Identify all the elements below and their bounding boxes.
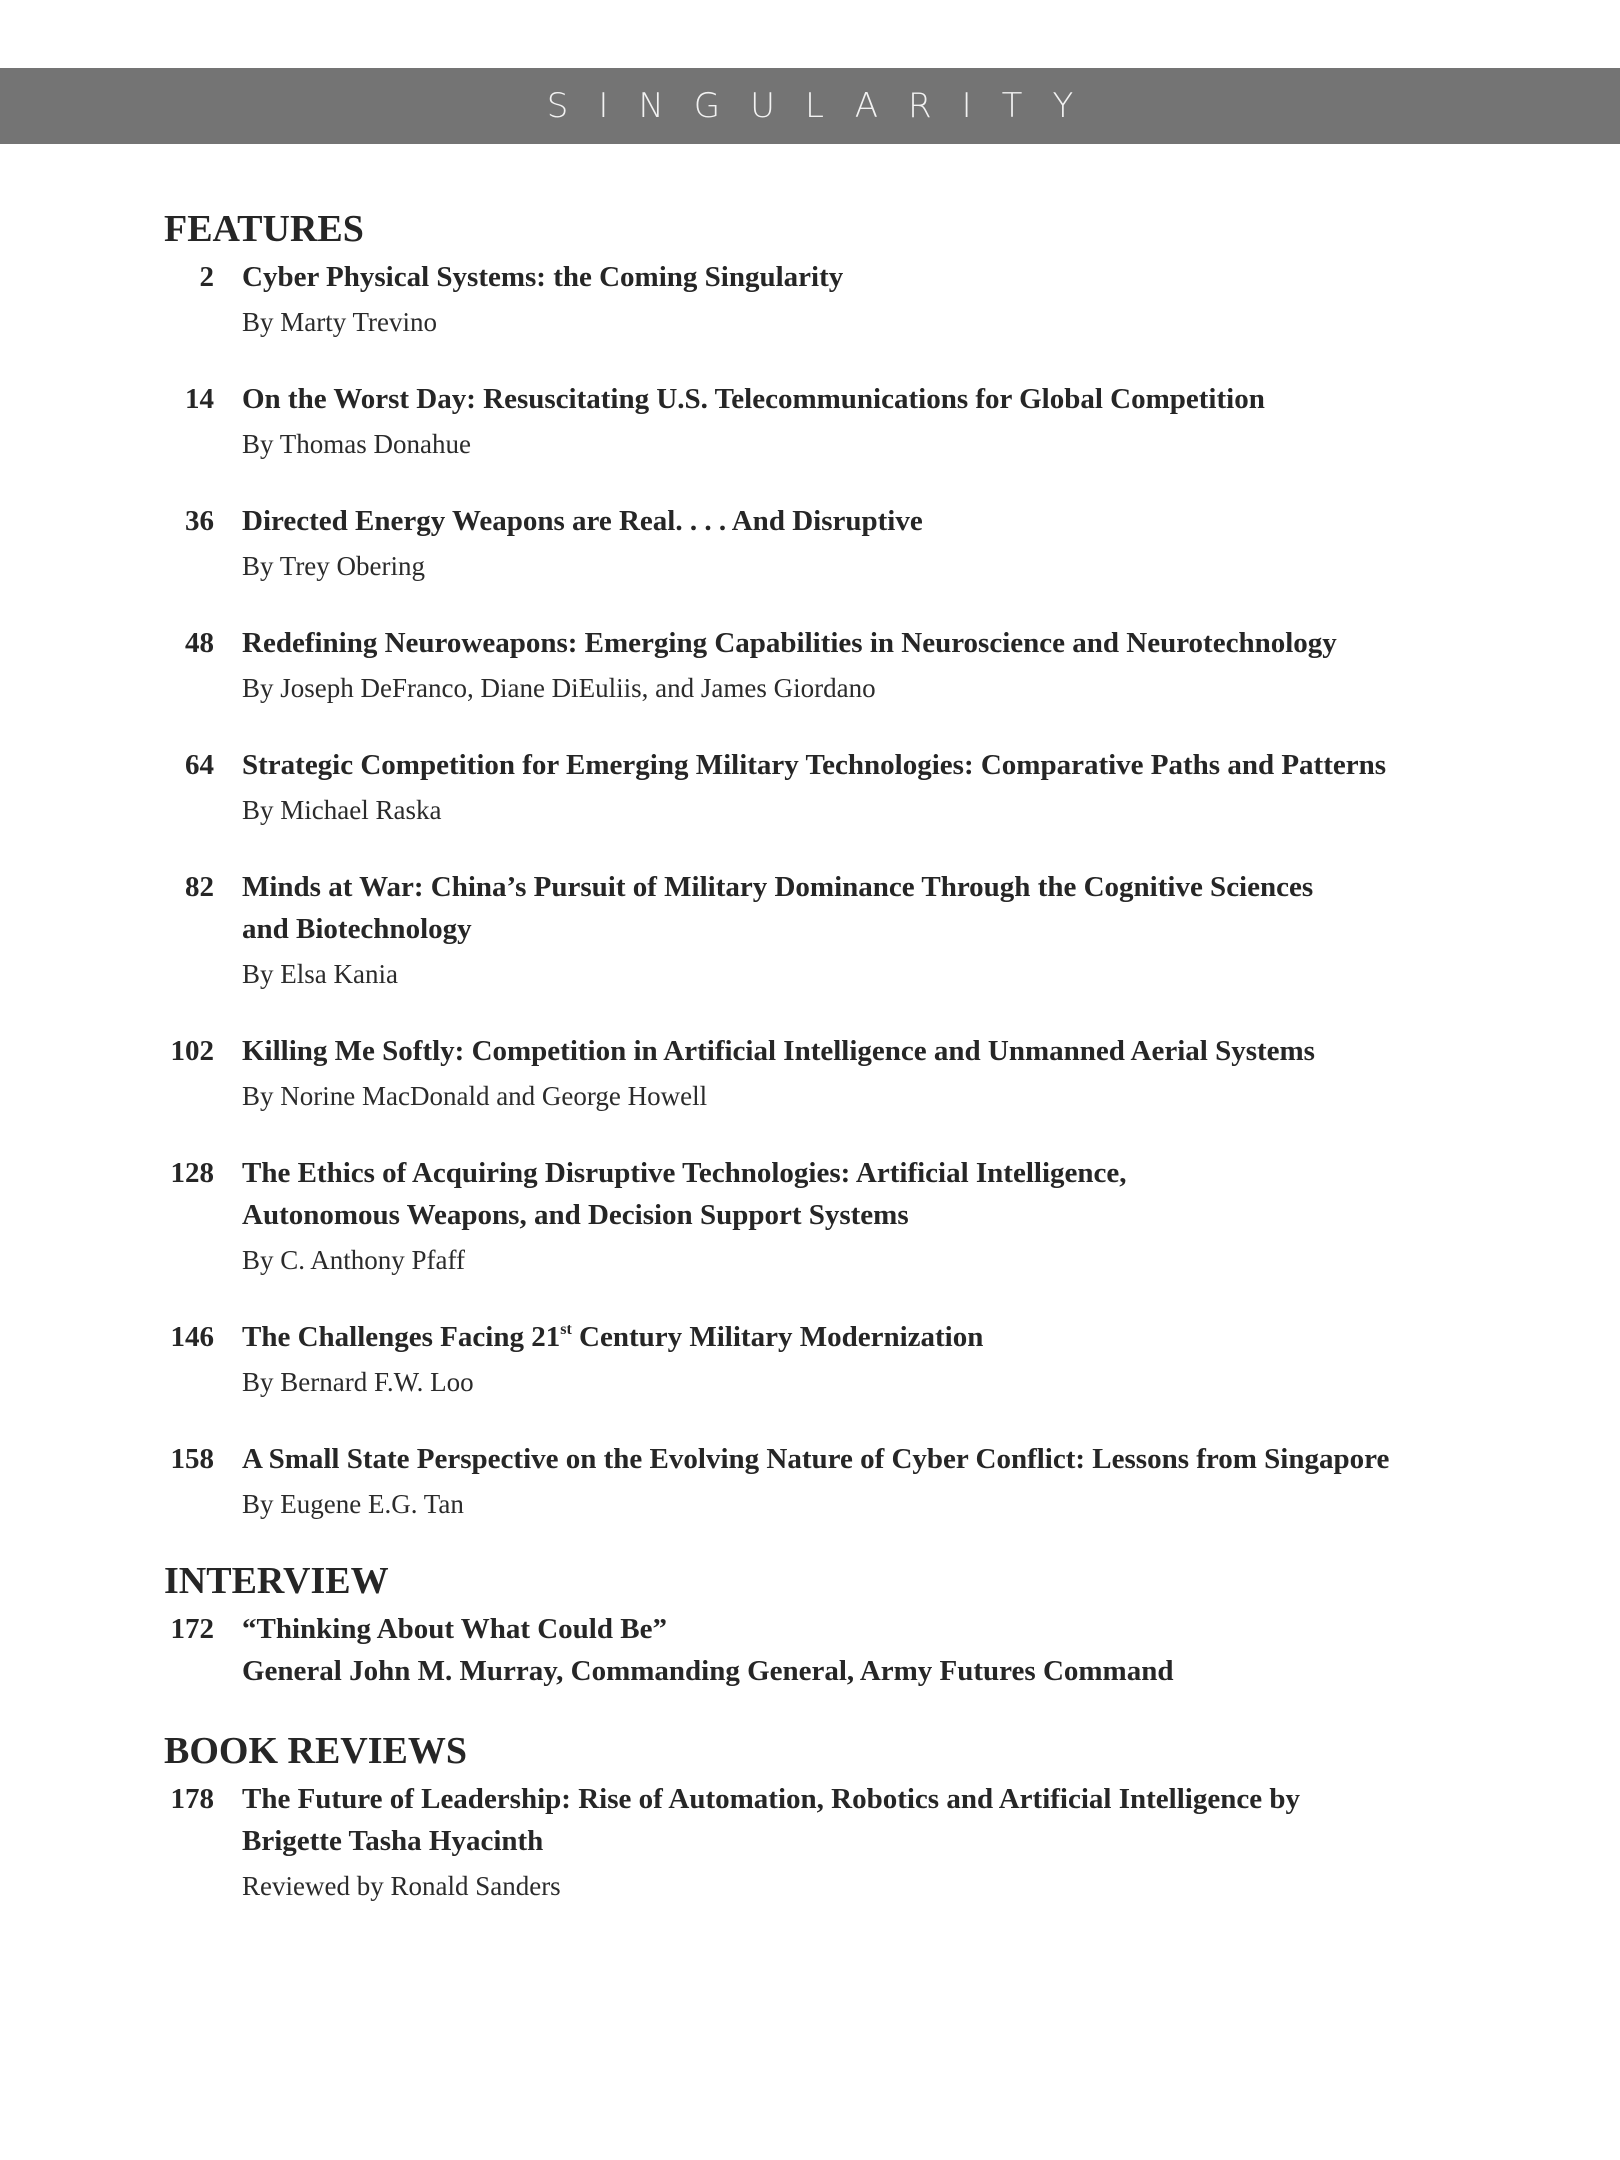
article-title	[242, 1608, 1464, 1692]
journal-title: SINGULARITY	[546, 86, 1104, 126]
article-title-line: Minds at War: China’s Pursuit of Military Dominance Through the Cognitive Sciences	[242, 871, 1314, 903]
article-title-text: The Challenges Facing 21	[242, 1321, 561, 1353]
article-title: Killing Me Softly: Competition in Artificial Intelligence and Unmanned Aerial Systems	[242, 1035, 1315, 1067]
toc-entry[interactable]	[164, 378, 1464, 462]
page-number: 102	[170, 1035, 214, 1067]
page-number: 36	[185, 505, 214, 537]
article-title-line: and Biotechnology	[242, 913, 472, 945]
article-title-line: “Thinking About What Could Be”	[242, 1613, 667, 1645]
article-title-text: Century Military Modernization	[571, 1321, 984, 1353]
article-byline: By Norine MacDonald and George Howell	[242, 1081, 708, 1111]
toc-entry[interactable]	[164, 866, 1464, 992]
book-reviews-section	[164, 1728, 1464, 1904]
toc-entry[interactable]	[164, 1608, 1464, 1692]
article-byline: By Trey Obering	[242, 551, 426, 581]
article-title	[242, 1152, 1464, 1236]
article-title: Strategic Competition for Emerging Military Technologies: Comparative Paths and Patterns	[242, 749, 1387, 781]
article-byline: By Joseph DeFranco, Diane DiEuliis, and James Giordano	[242, 673, 876, 703]
toc-entry[interactable]	[164, 1316, 1464, 1400]
toc-entry[interactable]	[164, 256, 1464, 340]
toc-entry[interactable]	[164, 1778, 1464, 1904]
article-title-line: Autonomous Weapons, and Decision Support Systems	[242, 1199, 909, 1231]
article-title: On the Worst Day: Resuscitating U.S. Telecommunications for Global Competition	[242, 383, 1265, 415]
article-byline: By Bernard F.W. Loo	[242, 1367, 474, 1397]
page-number: 128	[170, 1157, 214, 1189]
ordinal-suffix: st	[560, 1321, 572, 1338]
page-number: 82	[185, 871, 214, 903]
page-number: 178	[170, 1783, 214, 1815]
article-byline: Reviewed by Ronald Sanders	[242, 1871, 561, 1901]
article-title-line: Brigette Tasha Hyacinth	[242, 1825, 544, 1857]
page-number: 172	[170, 1613, 214, 1645]
section-heading-features: FEATURES	[164, 208, 364, 250]
article-title-line: General John M. Murray, Commanding General, Army Futures Command	[242, 1655, 1174, 1687]
article-title-line: The Ethics of Acquiring Disruptive Technologies: Artificial Intelligence,	[242, 1157, 1127, 1189]
article-title: Cyber Physical Systems: the Coming Singularity	[242, 261, 844, 293]
article-byline: By Elsa Kania	[242, 959, 398, 989]
page-number: 2	[199, 261, 214, 293]
article-title	[242, 1778, 1464, 1862]
section-heading-interview: INTERVIEW	[164, 1560, 389, 1602]
article-byline: By Michael Raska	[242, 795, 442, 825]
article-byline: By Marty Trevino	[242, 307, 438, 337]
interview-section	[164, 1558, 1464, 1692]
article-byline: By C. Anthony Pfaff	[242, 1245, 466, 1275]
page-number: 14	[185, 383, 214, 415]
toc-entry[interactable]	[164, 1030, 1464, 1114]
table-of-contents	[164, 206, 1464, 1940]
page-number: 48	[185, 627, 214, 659]
section-heading-book-reviews: BOOK REVIEWS	[164, 1730, 468, 1772]
article-title: Redefining Neuroweapons: Emerging Capabilities in Neuroscience and Neurotechnology	[242, 627, 1337, 659]
page-number: 64	[185, 749, 214, 781]
article-byline: By Eugene E.G. Tan	[242, 1489, 464, 1519]
toc-entry[interactable]	[164, 744, 1464, 828]
toc-entry[interactable]	[164, 1438, 1464, 1522]
article-title: Directed Energy Weapons are Real. . . . And Disruptive	[242, 505, 923, 537]
toc-entry[interactable]	[164, 1152, 1464, 1278]
toc-entry[interactable]	[164, 500, 1464, 584]
features-section	[164, 206, 1464, 1522]
article-title	[242, 866, 1464, 950]
article-title-line: The Future of Leadership: Rise of Automation, Robotics and Artificial Intelligence by	[242, 1783, 1300, 1815]
page-number: 146	[170, 1321, 214, 1353]
journal-banner	[0, 68, 1620, 144]
article-title: A Small State Perspective on the Evolving Nature of Cyber Conflict: Lessons from Singapore	[242, 1443, 1390, 1475]
page-number: 158	[170, 1443, 214, 1475]
toc-entry[interactable]	[164, 622, 1464, 706]
article-byline: By Thomas Donahue	[242, 429, 471, 459]
article-title	[242, 1316, 1464, 1358]
